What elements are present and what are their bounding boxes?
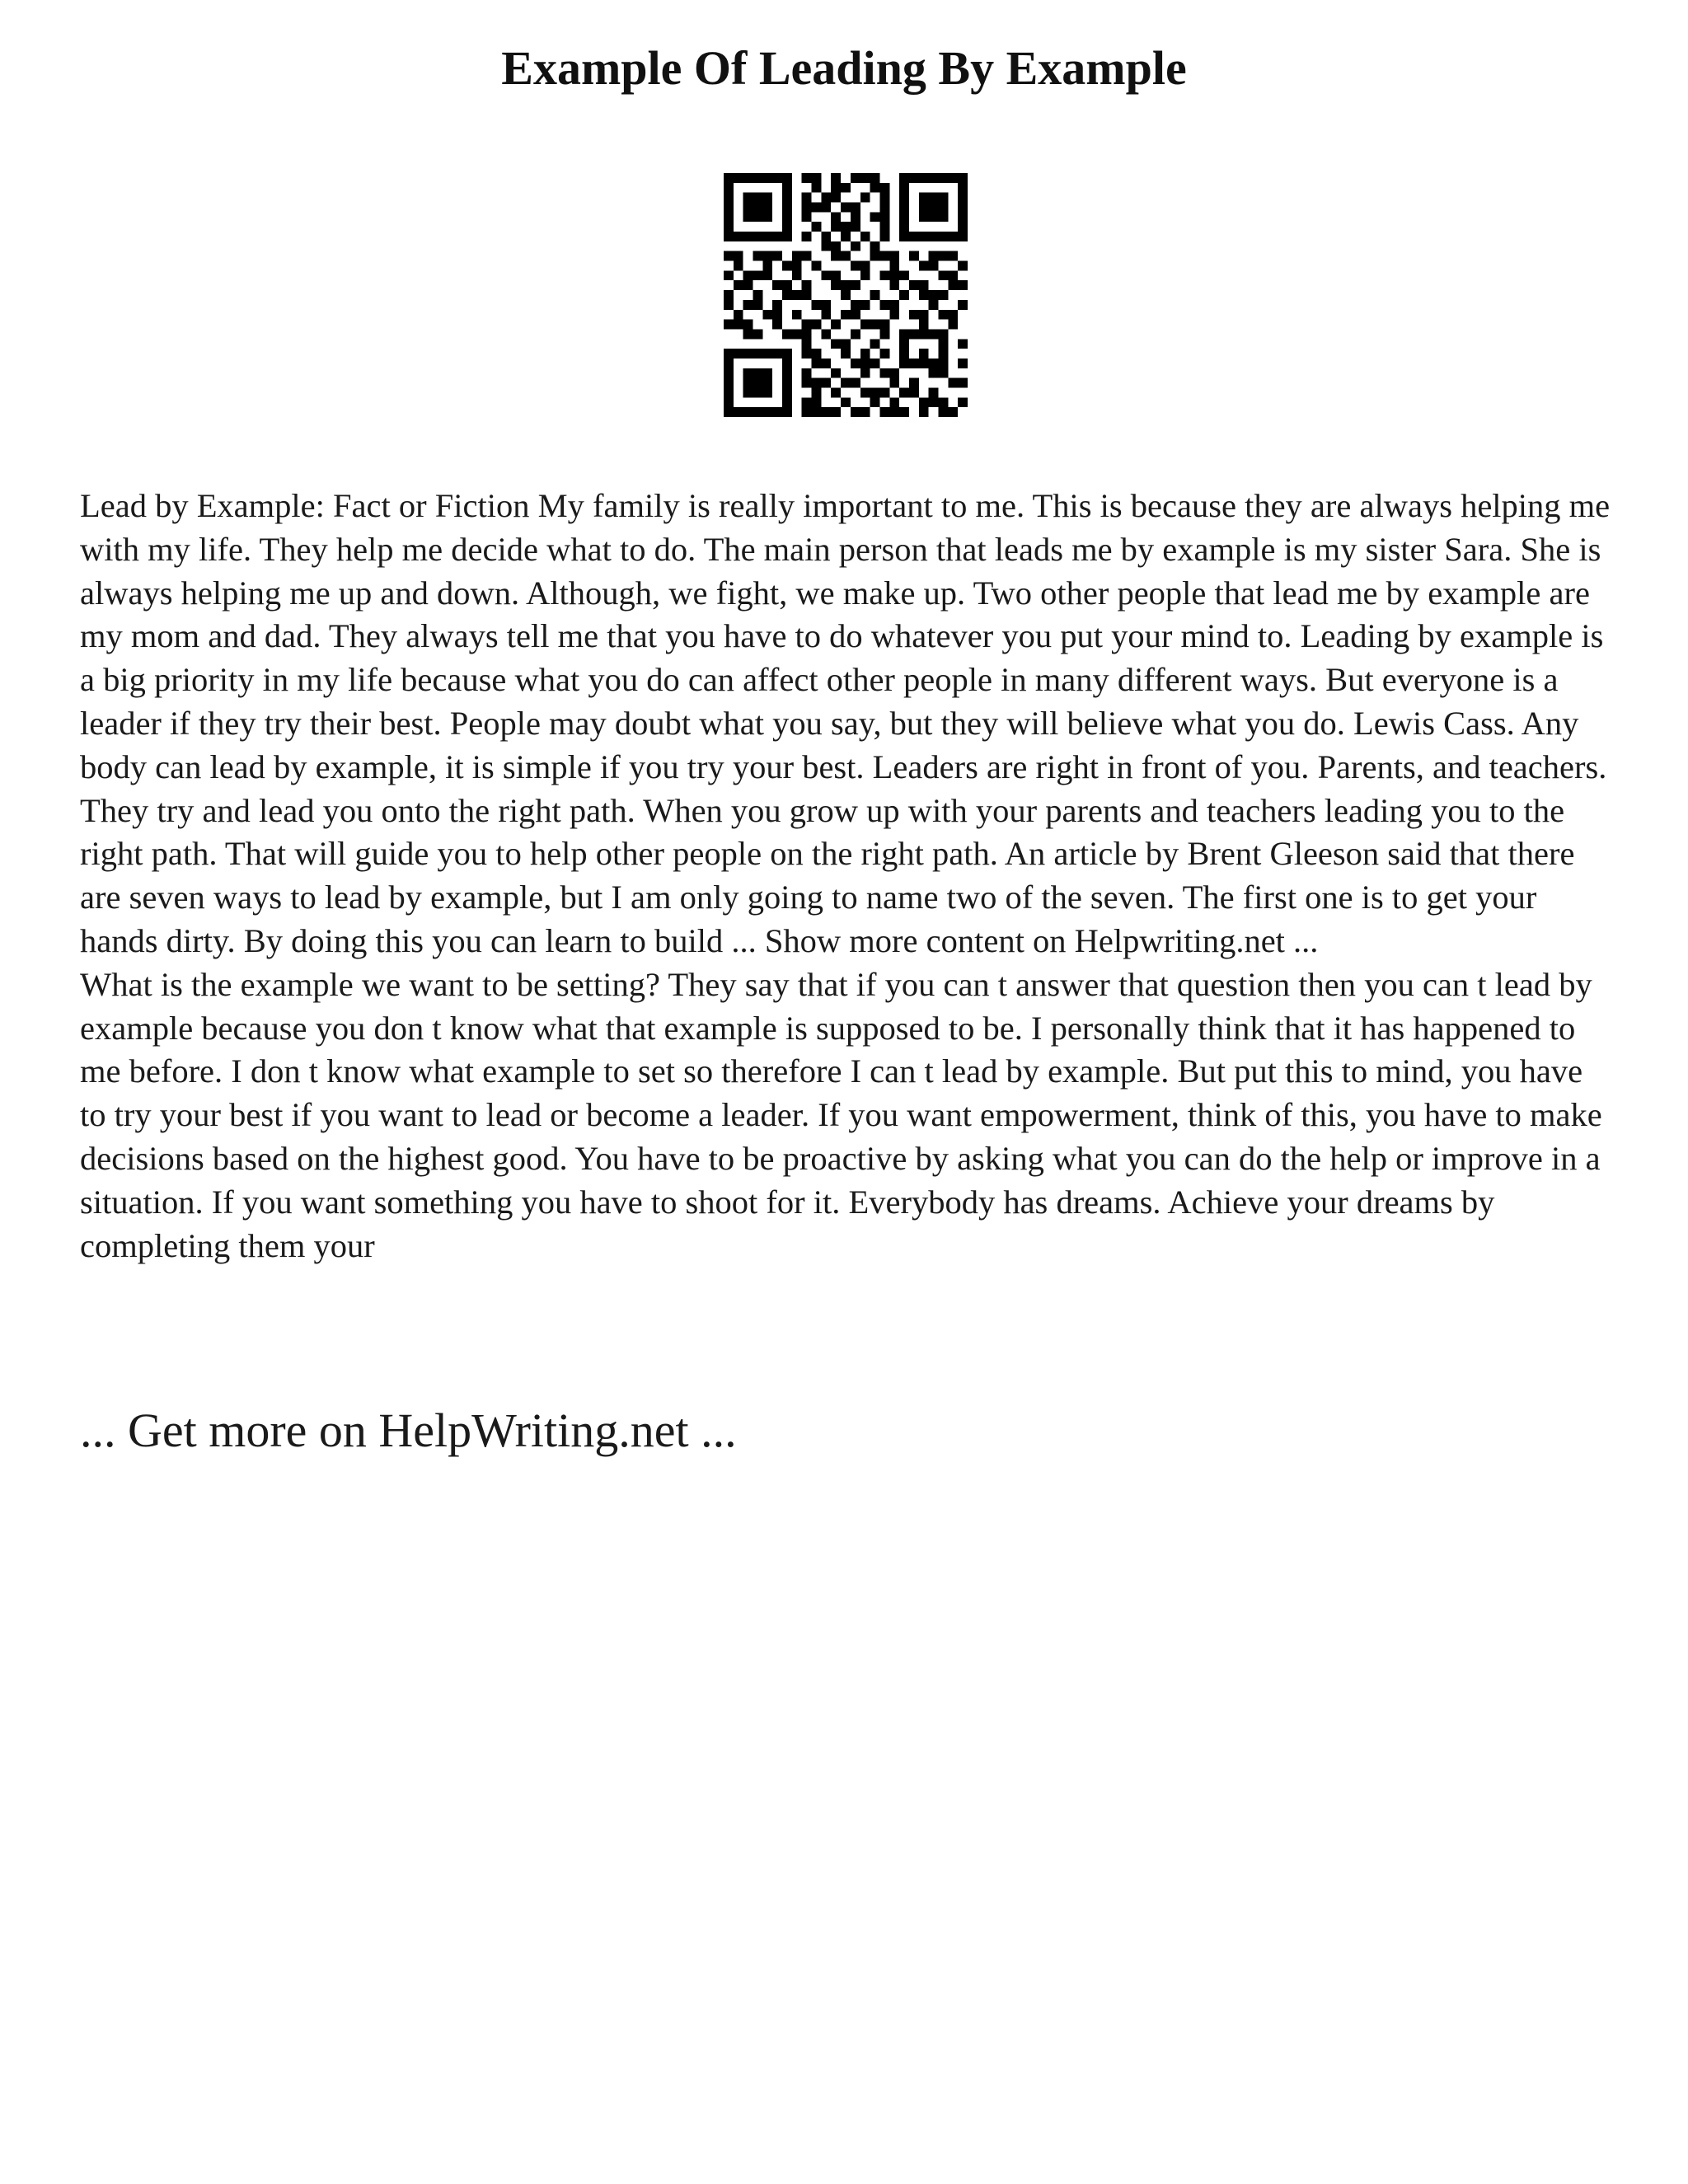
body-paragraph-1: Lead by Example: Fact or Fiction My family is really important to me. This is because they are always helping me with my life. They help me decide what to do. The main person that leads me by example is my sister Sara. She is always helping me up and down. Although, we fight, we make up. Two other people that lead me by example are my mom and dad. They always tell me that you have to do whatever you put your mind to. Leading by example is a big priority in my life because what you do can affect other people in many different ways. But everyone is a leader if they try their best. People may doubt what you say, but they will believe what you do. Lewis Cass. Any body can lead by example, it is simple if you try your best. Leaders are right in front of you. Parents, and teachers. They try and lead you onto the right path. When you grow up with your parents and teachers leading you to the right path. That will guide you to help other people on the right path. An article by Brent Gleeson said that there are seven ways to lead by example, but I am only going to name two of the seven. The first one is to get your hands dirty. By doing this you can learn to build ... Show more content on Helpwriting.net ... bbox=[80, 487, 1611, 959]
qr-code-graphic bbox=[724, 173, 968, 417]
qr-code-icon bbox=[724, 173, 968, 417]
body-paragraph-2: What is the example we want to be setting? They say that if you can t answer that question then you can t lead by example because you don t know what that example is supposed to be. I personally think that it has happened to me before. I don t know what example to set so therefore I can t lead by example. But put this to mind, you have to try your best if you want to lead or become a leader. If you want empowerment, think of this, you have to make decisions based on the highest good. You have to be proactive by asking what you can do the help or improve in a situation. If you want something you have to shoot for it. Everybody has dreams. Achieve your dreams by completing them your bbox=[80, 965, 1602, 1264]
document-body bbox=[80, 485, 1613, 1268]
get-more-link[interactable]: ... Get more on HelpWriting.net ... bbox=[80, 1404, 737, 1457]
page-title: Example Of Leading By Example bbox=[501, 41, 1187, 95]
